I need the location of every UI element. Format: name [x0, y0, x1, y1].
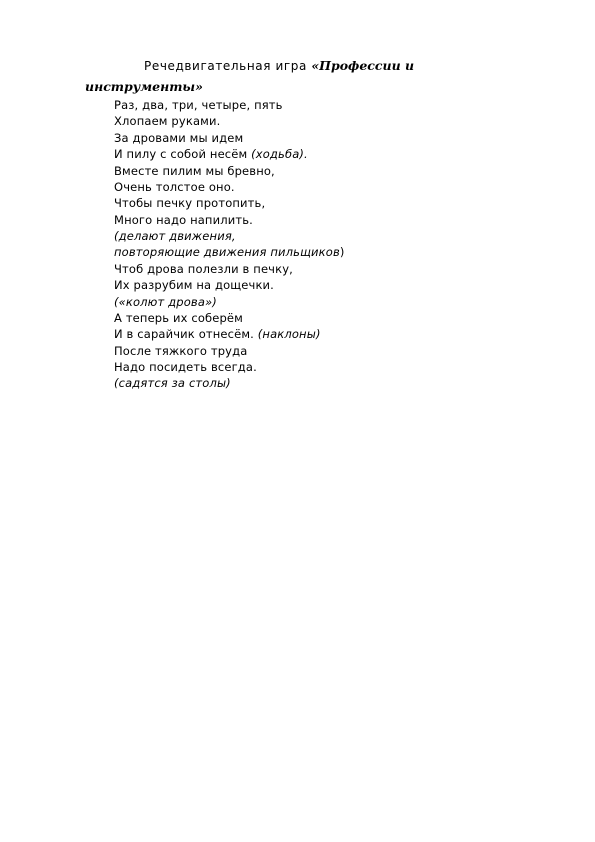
poem-line: И в сарайчик отнесём. (наклоны) [114, 327, 321, 341]
stage-direction: (ходьба). [251, 147, 308, 161]
title-line-2 [85, 79, 203, 95]
poem-line: За дровами мы идем [114, 131, 244, 145]
poem-line: Вместе пилим мы бревно, [114, 164, 275, 178]
stage-direction: (делают движения, [114, 229, 236, 243]
poem-line: Очень толстое оно. [114, 180, 235, 194]
poem-line: Надо посидеть всегда. [114, 360, 257, 374]
poem-line: Чтоб дрова полезли в печку, [114, 262, 293, 276]
title-line-1 [144, 58, 414, 74]
poem-line: Хлопаем руками. [114, 114, 221, 128]
poem-line: Их разрубим на дощечки. [114, 278, 274, 292]
poem-line: А теперь их соберём [114, 311, 243, 325]
title-prefix: Речедвигательная игра [144, 59, 312, 73]
stage-direction: («колют дрова») [114, 295, 217, 309]
poem-line: И пилу с собой несём (ходьба). [114, 147, 308, 161]
poem-line: После тяжкого труда [114, 344, 248, 358]
poem-line: Чтобы печку протопить, [114, 196, 266, 210]
stage-direction: повторяющие движения пильщиков) [114, 245, 345, 259]
title-game-name: «Профессии и [311, 58, 415, 73]
poem-line: Раз, два, три, четыре, пять [114, 98, 283, 112]
poem-line: Много надо напилить. [114, 213, 253, 227]
stage-direction: (наклоны) [257, 327, 321, 341]
title-game-name-continued: инструменты» [85, 79, 203, 94]
stage-direction: (садятся за столы) [114, 376, 231, 390]
